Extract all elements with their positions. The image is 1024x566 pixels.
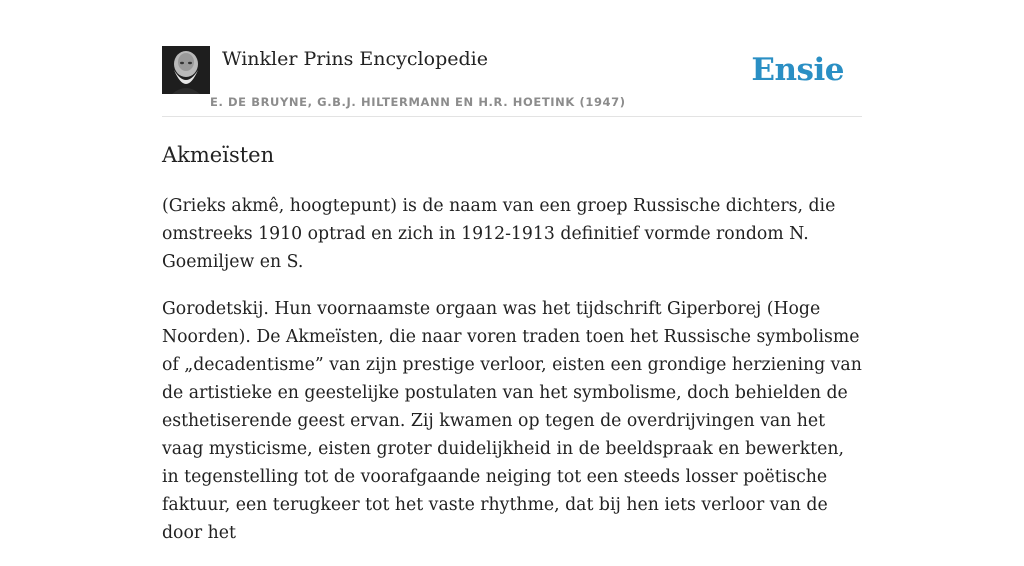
entry-paragraph: Gorodetskij. Hun voornaamste orgaan was het tijdschrift Giperborej (Hoge Noorden). De Akmeïsten, die naar voren traden toen het Russische symbolisme of „decadentisme” van zijn prestige verloor, eisten een grondige herziening van de artistieke en geestelijke postulaten van het symbolisme, doch behielden de esthetiserende geest ervan. Zij kwamen op tegen de overdrijvingen van het vaag mysticisme, eisten groter duidelijkheid in de beeldspraak en bewerkten, in tegenstelling tot de voorafgaande neiging tot een steeds losser poëtische faktuur, een terugkeer tot het vaste rhythme, dat bij hen iets verloor van de door het <box>162 299 862 543</box>
ensie-logo[interactable]: Ensie <box>751 52 844 88</box>
entry-paragraph: (Grieks akmê, hoogtepunt) is de naam van een groep Russische dichters, die omstreeks 1910 optrad en zich in 1912-1913 definitief vormde rondom N. Goemiljew en S. <box>162 196 836 272</box>
source-authors: E. DE BRUYNE, G.B.J. HILTERMANN EN H.R. HOETINK (1947) <box>210 95 626 109</box>
source-header <box>162 46 862 117</box>
entry-title: Akmeïsten <box>162 143 275 167</box>
source-title[interactable]: Winkler Prins Encyclopedie <box>222 48 488 70</box>
entry-content <box>162 192 862 566</box>
author-portrait-icon[interactable] <box>162 46 210 94</box>
